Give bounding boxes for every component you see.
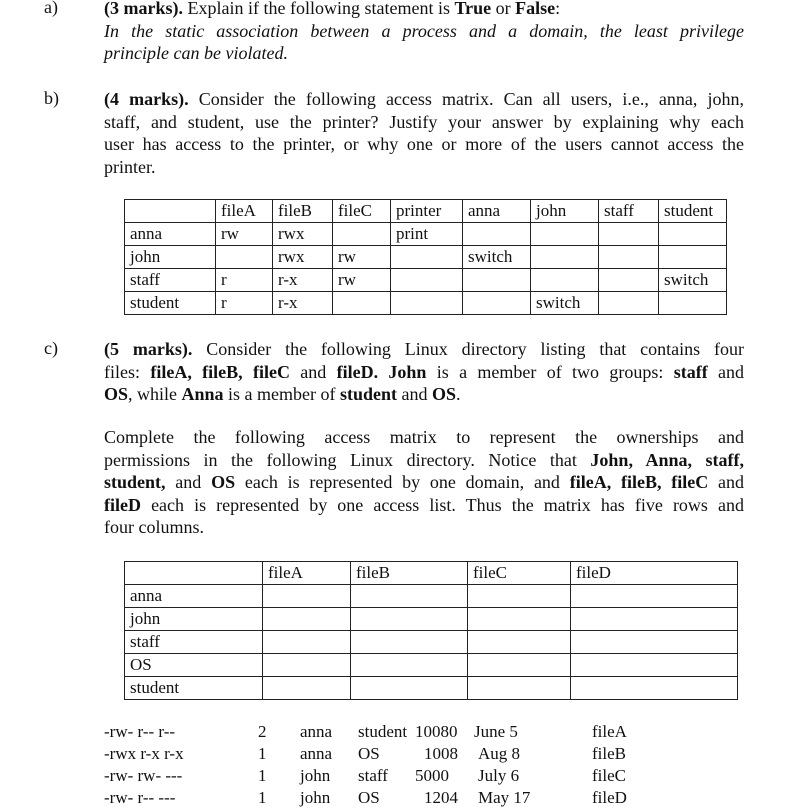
question-b-body bbox=[104, 88, 744, 178]
empty-cell bbox=[351, 585, 468, 608]
empty-cell bbox=[468, 585, 571, 608]
statement-line1 bbox=[104, 20, 744, 43]
table-cell: print bbox=[391, 223, 463, 246]
text-span: anna bbox=[300, 722, 333, 741]
text-span: . bbox=[456, 384, 461, 404]
table-row bbox=[125, 631, 738, 654]
question-c-p2-line3 bbox=[104, 471, 744, 494]
question-a-marks: (3 marks). bbox=[104, 0, 183, 18]
listing-row bbox=[104, 722, 744, 744]
empty-cell bbox=[468, 631, 571, 654]
listing-row bbox=[104, 766, 744, 788]
text-span: and bbox=[300, 361, 327, 382]
table-row bbox=[125, 585, 738, 608]
text-span: Consider the following access matrix. Can all users, i.e., anna, john, bbox=[198, 89, 744, 109]
col-fileB: fileB bbox=[351, 562, 468, 585]
table-row bbox=[125, 654, 738, 677]
text-span: fileD bbox=[104, 494, 141, 515]
empty-cell bbox=[391, 269, 463, 292]
empty-cell bbox=[263, 585, 351, 608]
question-c-p2-line5: four columns. bbox=[104, 517, 204, 537]
text-span: 1 bbox=[258, 744, 267, 763]
empty-cell bbox=[263, 677, 351, 700]
col-staff: staff bbox=[599, 200, 659, 223]
text-span: (4 marks). bbox=[104, 89, 189, 109]
empty-cell bbox=[599, 246, 659, 269]
empty-cell bbox=[599, 269, 659, 292]
true-word: True bbox=[454, 0, 492, 18]
text-span: May 17 bbox=[478, 788, 531, 807]
text-span: is a member of two groups: bbox=[436, 361, 664, 382]
text-span: fileA, fileB, fileC bbox=[150, 361, 290, 382]
col-fileA: fileA bbox=[216, 200, 273, 223]
table-row bbox=[125, 246, 727, 269]
listing-row bbox=[104, 744, 744, 766]
text-span: -rwx r-x r-x bbox=[104, 744, 184, 763]
empty-cell bbox=[351, 631, 468, 654]
question-b-label: b) bbox=[44, 88, 59, 108]
text-span: 1008 bbox=[424, 744, 458, 763]
question-b-line1 bbox=[104, 88, 744, 111]
question-b-line2: staff, and student, use the printer? Justify your answer by explaining why each bbox=[104, 111, 744, 132]
table-cell: rw bbox=[333, 269, 391, 292]
table-cell: staff bbox=[125, 269, 216, 292]
access-matrix-b bbox=[124, 199, 727, 315]
col-fileC: fileC bbox=[333, 200, 391, 223]
text-span: OS bbox=[211, 472, 236, 492]
empty-cell bbox=[571, 585, 738, 608]
text-span: student, bbox=[104, 472, 166, 492]
text-span: fileD. bbox=[336, 361, 379, 382]
text-span: 2 bbox=[258, 722, 267, 741]
empty-cell bbox=[463, 223, 531, 246]
table-row bbox=[125, 223, 727, 246]
question-a-body bbox=[104, 0, 744, 65]
colon: : bbox=[555, 0, 561, 18]
question-a-line1 bbox=[104, 0, 744, 20]
question-c-p2-line4 bbox=[104, 494, 744, 517]
text-span: -rw- r-- --- bbox=[104, 788, 176, 807]
text-span: staff bbox=[358, 766, 388, 785]
table-cell: rw bbox=[216, 223, 273, 246]
empty-cell bbox=[599, 292, 659, 315]
table-cell: student bbox=[125, 292, 216, 315]
text-span: Consider the following Linux directory listing that contains four bbox=[206, 339, 745, 359]
table-cell: switch bbox=[659, 269, 727, 292]
listing-row bbox=[104, 788, 744, 810]
text-span: OS bbox=[104, 384, 129, 404]
question-c-p2-line1: Complete the following access matrix to represent the ownerships and bbox=[104, 427, 744, 447]
table-cell: r bbox=[216, 269, 273, 292]
table-row bbox=[125, 677, 738, 700]
text-span: fileA bbox=[592, 722, 627, 741]
col-anna: anna bbox=[463, 200, 531, 223]
text-span: OS bbox=[432, 384, 457, 404]
text-span: , while bbox=[128, 384, 178, 404]
text-span: principle can be violated. bbox=[104, 43, 288, 63]
empty-cell bbox=[351, 677, 468, 700]
empty-cell bbox=[659, 246, 727, 269]
table-cell: staff bbox=[125, 631, 263, 654]
col-fileD: fileD bbox=[571, 562, 738, 585]
col-john: john bbox=[531, 200, 599, 223]
text-span: OS bbox=[358, 744, 380, 763]
table-cell: rw bbox=[333, 246, 391, 269]
empty-cell bbox=[468, 677, 571, 700]
empty-cell bbox=[531, 269, 599, 292]
text-span: John bbox=[388, 361, 427, 382]
empty-cell bbox=[531, 223, 599, 246]
text-span: (5 marks). bbox=[104, 339, 193, 359]
text-span: files: bbox=[104, 361, 140, 382]
table-row bbox=[125, 269, 727, 292]
col-fileB: fileB bbox=[273, 200, 333, 223]
col-printer: printer bbox=[391, 200, 463, 223]
text-span: anna bbox=[300, 744, 333, 763]
table-cell: r bbox=[216, 292, 273, 315]
question-c-p1-line3 bbox=[104, 383, 744, 406]
table-row bbox=[125, 292, 727, 315]
empty-cell bbox=[571, 608, 738, 631]
empty-cell bbox=[571, 631, 738, 654]
table-cell: anna bbox=[125, 223, 216, 246]
empty-cell bbox=[263, 654, 351, 677]
question-a-lead: Explain if the following statement is bbox=[187, 0, 450, 18]
text-span: and bbox=[401, 384, 428, 404]
table-cell: student bbox=[125, 677, 263, 700]
text-span: OS bbox=[358, 788, 380, 807]
text-span: each is represented by one domain, and bbox=[244, 472, 560, 492]
empty-cell bbox=[659, 223, 727, 246]
text-span: student bbox=[340, 384, 398, 404]
text-span: 10080 bbox=[415, 722, 458, 741]
text-span: fileC bbox=[592, 766, 626, 785]
question-b-line3: user has access to the printer, or why one or more of the users cannot access the bbox=[104, 134, 744, 154]
text-span: each is represented by one access list. Thus the matrix has five rows and bbox=[151, 494, 744, 515]
text-span: John, Anna, staff, bbox=[590, 449, 744, 470]
text-span: -rw- r-- r-- bbox=[104, 722, 176, 741]
or-word: or bbox=[495, 0, 511, 18]
text-span: john bbox=[300, 766, 331, 785]
empty-cell bbox=[391, 246, 463, 269]
text-span: and bbox=[718, 361, 745, 382]
empty-cell bbox=[531, 246, 599, 269]
access-matrix-c-header bbox=[125, 562, 738, 585]
table-cell: rwx bbox=[273, 223, 333, 246]
text-span: -rw- rw- --- bbox=[104, 766, 183, 785]
col-student: student bbox=[659, 200, 727, 223]
text-span: 1204 bbox=[424, 788, 458, 807]
text-span: June 5 bbox=[474, 722, 518, 741]
table-cell: anna bbox=[125, 585, 263, 608]
table-cell: switch bbox=[463, 246, 531, 269]
access-matrix-c bbox=[124, 561, 738, 700]
empty-cell bbox=[463, 292, 531, 315]
table-cell: r-x bbox=[273, 269, 333, 292]
table-cell: rwx bbox=[273, 246, 333, 269]
empty-cell bbox=[263, 631, 351, 654]
text-span: Aug 8 bbox=[478, 744, 521, 763]
question-b-line4: printer. bbox=[104, 156, 156, 177]
question-a-label: a) bbox=[44, 0, 58, 17]
question-c-p1-line2 bbox=[104, 361, 744, 384]
statement-line2 bbox=[104, 42, 744, 65]
empty-cell bbox=[125, 562, 263, 585]
col-fileC: fileC bbox=[468, 562, 571, 585]
text-span: and bbox=[718, 472, 745, 492]
text-span: July 6 bbox=[478, 766, 520, 785]
question-c-p2-line2 bbox=[104, 449, 744, 472]
text-span: 1 bbox=[258, 766, 267, 785]
empty-cell bbox=[391, 292, 463, 315]
empty-cell bbox=[468, 654, 571, 677]
text-span: is a member of bbox=[228, 384, 336, 404]
empty-cell bbox=[571, 654, 738, 677]
table-row bbox=[125, 608, 738, 631]
empty-cell bbox=[216, 246, 273, 269]
text-span: fileB bbox=[592, 744, 626, 763]
empty-cell bbox=[351, 608, 468, 631]
empty-cell bbox=[659, 292, 727, 315]
text-span: student bbox=[358, 722, 408, 741]
table-cell: john bbox=[125, 246, 216, 269]
text-span: permissions in the following Linux directory. Notice that bbox=[104, 449, 577, 470]
text-span: staff bbox=[673, 361, 708, 382]
table-cell: john bbox=[125, 608, 263, 631]
false-word: False bbox=[515, 0, 556, 18]
text-span: fileD bbox=[592, 788, 627, 807]
text-span: In the static association between a process and a domain, the least privilege bbox=[104, 20, 744, 41]
access-matrix-b-header bbox=[125, 200, 727, 223]
empty-cell bbox=[571, 677, 738, 700]
text-span: fileA, fileB, fileC bbox=[569, 472, 709, 492]
col-fileA: fileA bbox=[263, 562, 351, 585]
table-cell: r-x bbox=[273, 292, 333, 315]
empty-cell bbox=[463, 269, 531, 292]
text-span: 1 bbox=[258, 788, 267, 807]
empty-cell bbox=[599, 223, 659, 246]
question-c-p1-line1 bbox=[104, 338, 744, 361]
question-c-label: c) bbox=[44, 338, 58, 358]
question-c-body bbox=[104, 338, 744, 406]
table-cell: OS bbox=[125, 654, 263, 677]
text-span: and bbox=[175, 472, 202, 492]
empty-cell bbox=[263, 608, 351, 631]
empty-cell bbox=[333, 292, 391, 315]
empty-cell bbox=[351, 654, 468, 677]
text-span: john bbox=[300, 788, 331, 807]
table-cell: switch bbox=[531, 292, 599, 315]
text-span: 5000 bbox=[415, 766, 449, 785]
empty-cell bbox=[125, 200, 216, 223]
text-span: Anna bbox=[181, 384, 224, 404]
empty-cell bbox=[333, 223, 391, 246]
empty-cell bbox=[468, 608, 571, 631]
